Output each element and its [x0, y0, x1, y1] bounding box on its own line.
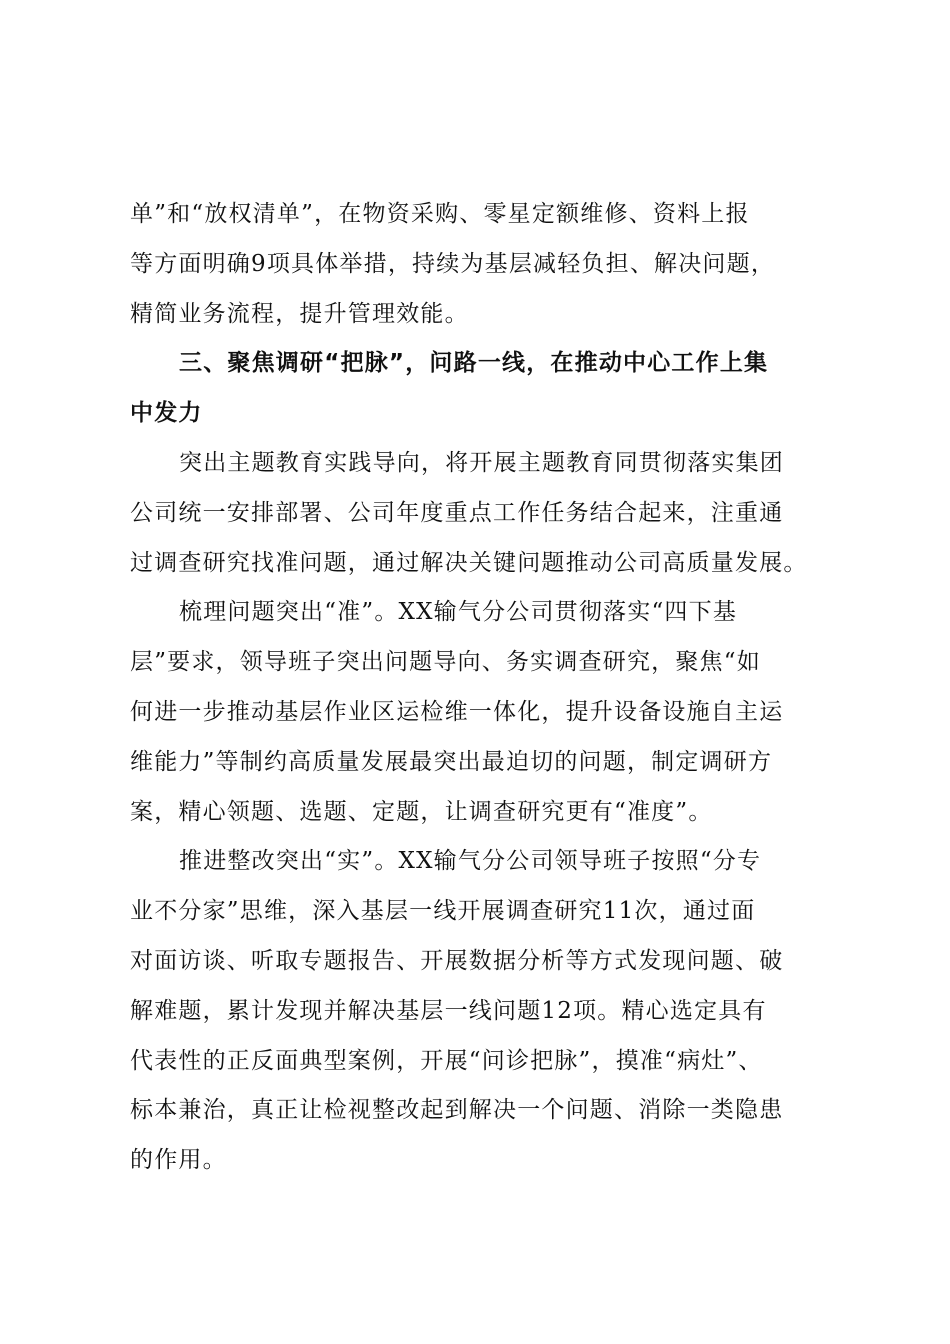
text-line: 梳理问题突出“准”。XX输气分公司贯彻落实“四下基	[179, 599, 738, 626]
heading-line: 三、聚焦调研“把脉”，问路一线，在推动中心工作上集	[179, 350, 769, 377]
text-line: 推进整改突出“实”。XX输气分公司领导班子按照“分专	[179, 848, 762, 875]
text-line: 对面访谈、听取专题报告、开展数据分析等方式发现问题、破	[130, 947, 784, 974]
text-line: 公司统一安排部署、公司年度重点工作任务结合起来，注重通	[130, 499, 784, 526]
paragraph-continuation	[130, 190, 830, 339]
text-line: 代表性的正反面典型案例，开展“问诊把脉”，摸准“病灶”、	[130, 1047, 763, 1074]
text-line: 等方面明确9项具体举措，持续为基层减轻负担、解决问题，	[130, 250, 776, 277]
paragraph-accuracy	[130, 588, 830, 837]
text-line: 标本兼治，真正让检视整改起到解决一个问题、消除一类隐患	[130, 1097, 784, 1124]
text-line: 精简业务流程，提升管理效能。	[130, 300, 469, 327]
heading-line: 中发力	[130, 400, 203, 427]
text-line: 突出主题教育实践导向，将开展主题教育同贯彻落实集团	[179, 449, 784, 476]
text-line: 案，精心领题、选题、定题，让调查研究更有“准度”。	[130, 798, 713, 825]
document-page	[130, 190, 830, 1186]
text-line: 的作用。	[130, 1147, 227, 1174]
text-line: 何进一步推动基层作业区运检维一体化，提升设备设施自主运	[130, 698, 784, 725]
text-line: 层”要求，领导班子突出问题导向、务实调查研究，聚焦“如	[130, 649, 761, 676]
text-line: 维能力”等制约高质量发展最突出最迫切的问题，制定调研方	[130, 748, 773, 775]
paragraph-rectification	[130, 837, 830, 1186]
text-line: 过调查研究找准问题，通过解决关键问题推动公司高质量发展。	[130, 549, 808, 576]
paragraph-intro	[130, 439, 830, 588]
text-line: 单”和“放权清单”，在物资采购、零星定额维修、资料上报	[130, 201, 750, 227]
text-line: 解难题，累计发现并解决基层一线问题12项。精心选定具有	[130, 997, 767, 1024]
section-heading	[130, 339, 830, 439]
text-line: 业不分家”思维，深入基层一线开展调查研究11次，通过面	[130, 898, 756, 925]
